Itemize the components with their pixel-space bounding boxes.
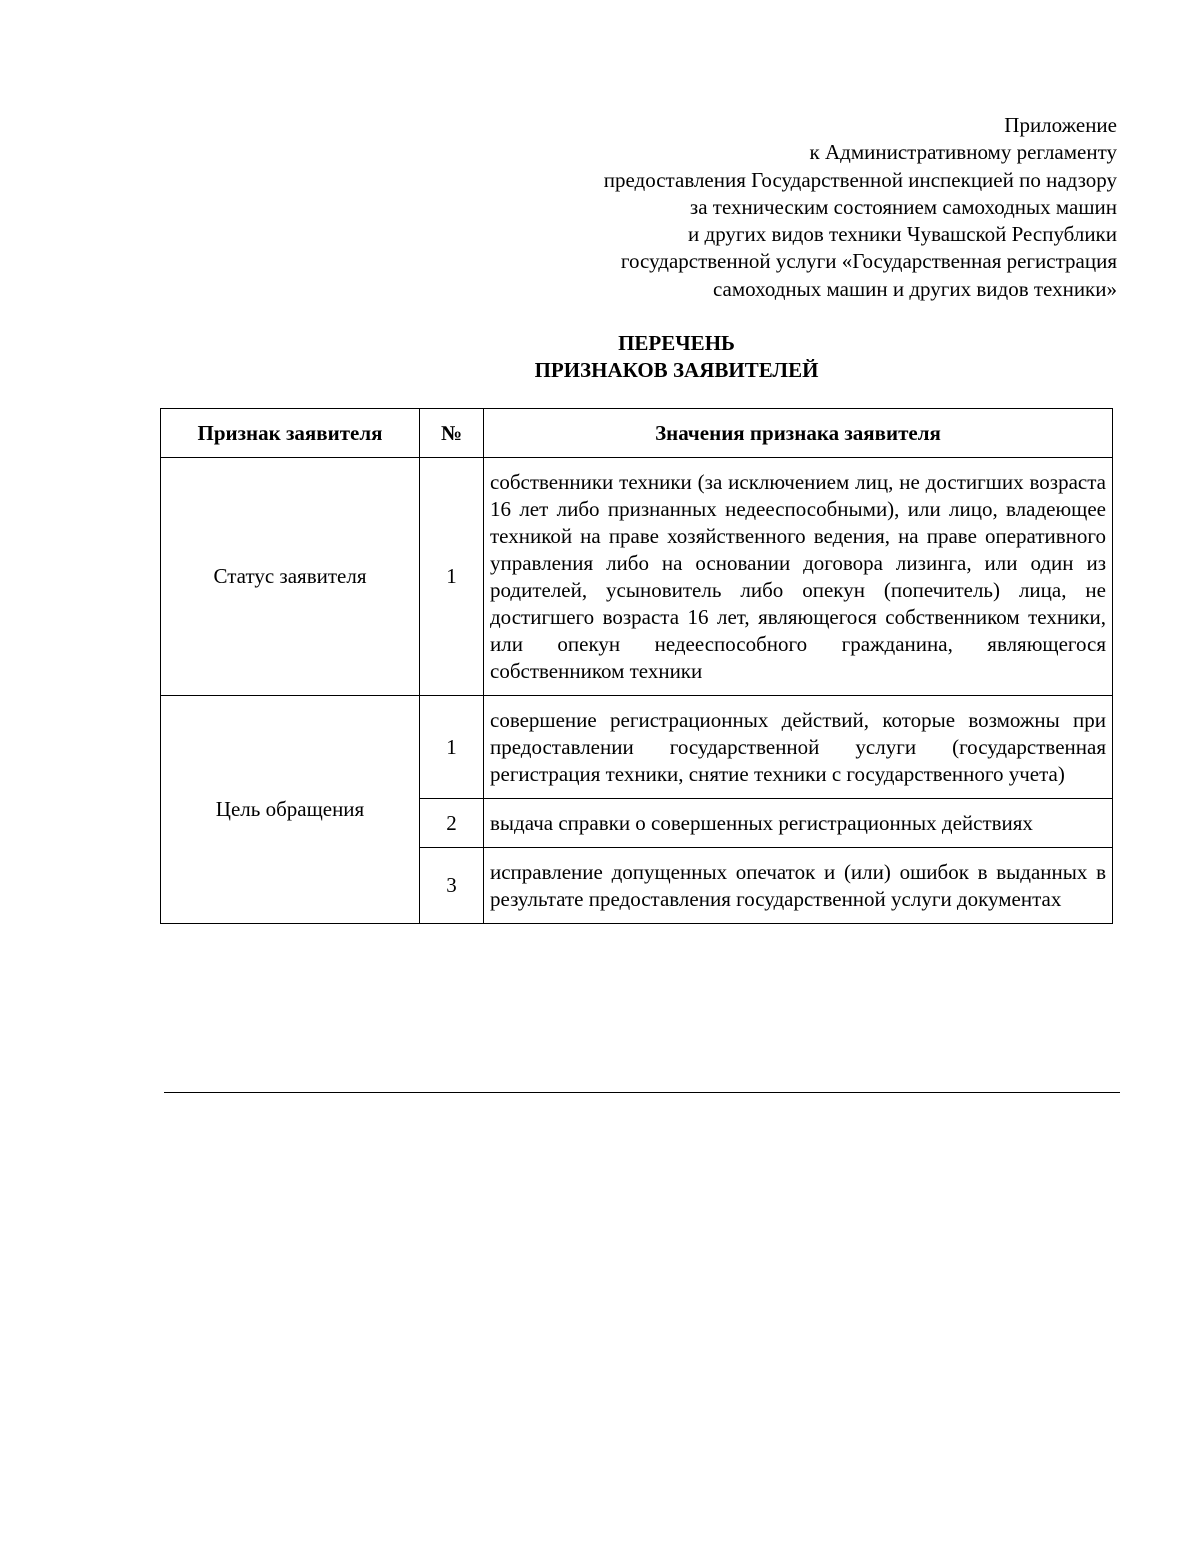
column-header-attribute: Признак заявителя bbox=[161, 409, 420, 458]
column-header-number: № bbox=[420, 409, 484, 458]
appendix-header-line: за техническим состоянием самоходных машин bbox=[689, 194, 1117, 219]
table-row bbox=[161, 458, 1113, 696]
document-title-line-1: ПЕРЕЧЕНЬ bbox=[618, 331, 735, 355]
footer-divider bbox=[164, 1092, 1120, 1093]
appendix-header-line: Приложение bbox=[1004, 113, 1117, 137]
row-number-cell: 1 bbox=[420, 696, 484, 799]
appendix-header-line: к Административному регламенту bbox=[809, 140, 1117, 165]
appendix-header-line: самоходных машин и других видов техники» bbox=[712, 276, 1117, 301]
appendix-header-line: и других видов техники Чувашской Республики bbox=[688, 222, 1117, 247]
value-cell: собственники техники (за исключением лиц, не достигших возраста 16 лет либо признанных недееспособными), или лицо, владеющее техникой на праве хозяйственного ведения, на праве оперативного управления либо на основании договора лизинга, или один из родителей, усыновитель либо опекун (попечитель) лица, не достигшего возраста 16 лет, являющегося собственником техники, или опекун недееспособного гражданина, являющегося собственником техники bbox=[484, 458, 1113, 696]
value-cell: совершение регистрационных действий, которые возможны при предоставлении государственной услуги (государственная регистрация техники, снятие техники с государственного учета) bbox=[484, 696, 1113, 799]
row-number-cell: 2 bbox=[420, 799, 484, 848]
appendix-header-line: предоставления Государственной инспекцией по надзору bbox=[603, 167, 1117, 192]
table-row bbox=[161, 696, 1113, 799]
attribute-cell-purpose: Цель обращения bbox=[161, 696, 420, 924]
appendix-header bbox=[604, 112, 1117, 303]
table-header-row bbox=[161, 409, 1113, 458]
row-number-cell: 1 bbox=[420, 458, 484, 696]
document-title bbox=[160, 330, 1193, 384]
appendix-header-line: государственной услуги «Государственная регистрация bbox=[620, 249, 1117, 274]
value-cell: выдача справки о совершенных регистрационных действиях bbox=[484, 799, 1113, 848]
applicant-attributes-table bbox=[160, 408, 1113, 924]
column-header-values: Значения признака заявителя bbox=[484, 409, 1113, 458]
attribute-cell-status: Статус заявителя bbox=[161, 458, 420, 696]
row-number-cell: 3 bbox=[420, 848, 484, 924]
document-title-line-2: ПРИЗНАКОВ ЗАЯВИТЕЛЕЙ bbox=[534, 358, 819, 382]
value-cell: исправление допущенных опечаток и (или) ошибок в выданных в результате предоставления государственной услуги документах bbox=[484, 848, 1113, 924]
